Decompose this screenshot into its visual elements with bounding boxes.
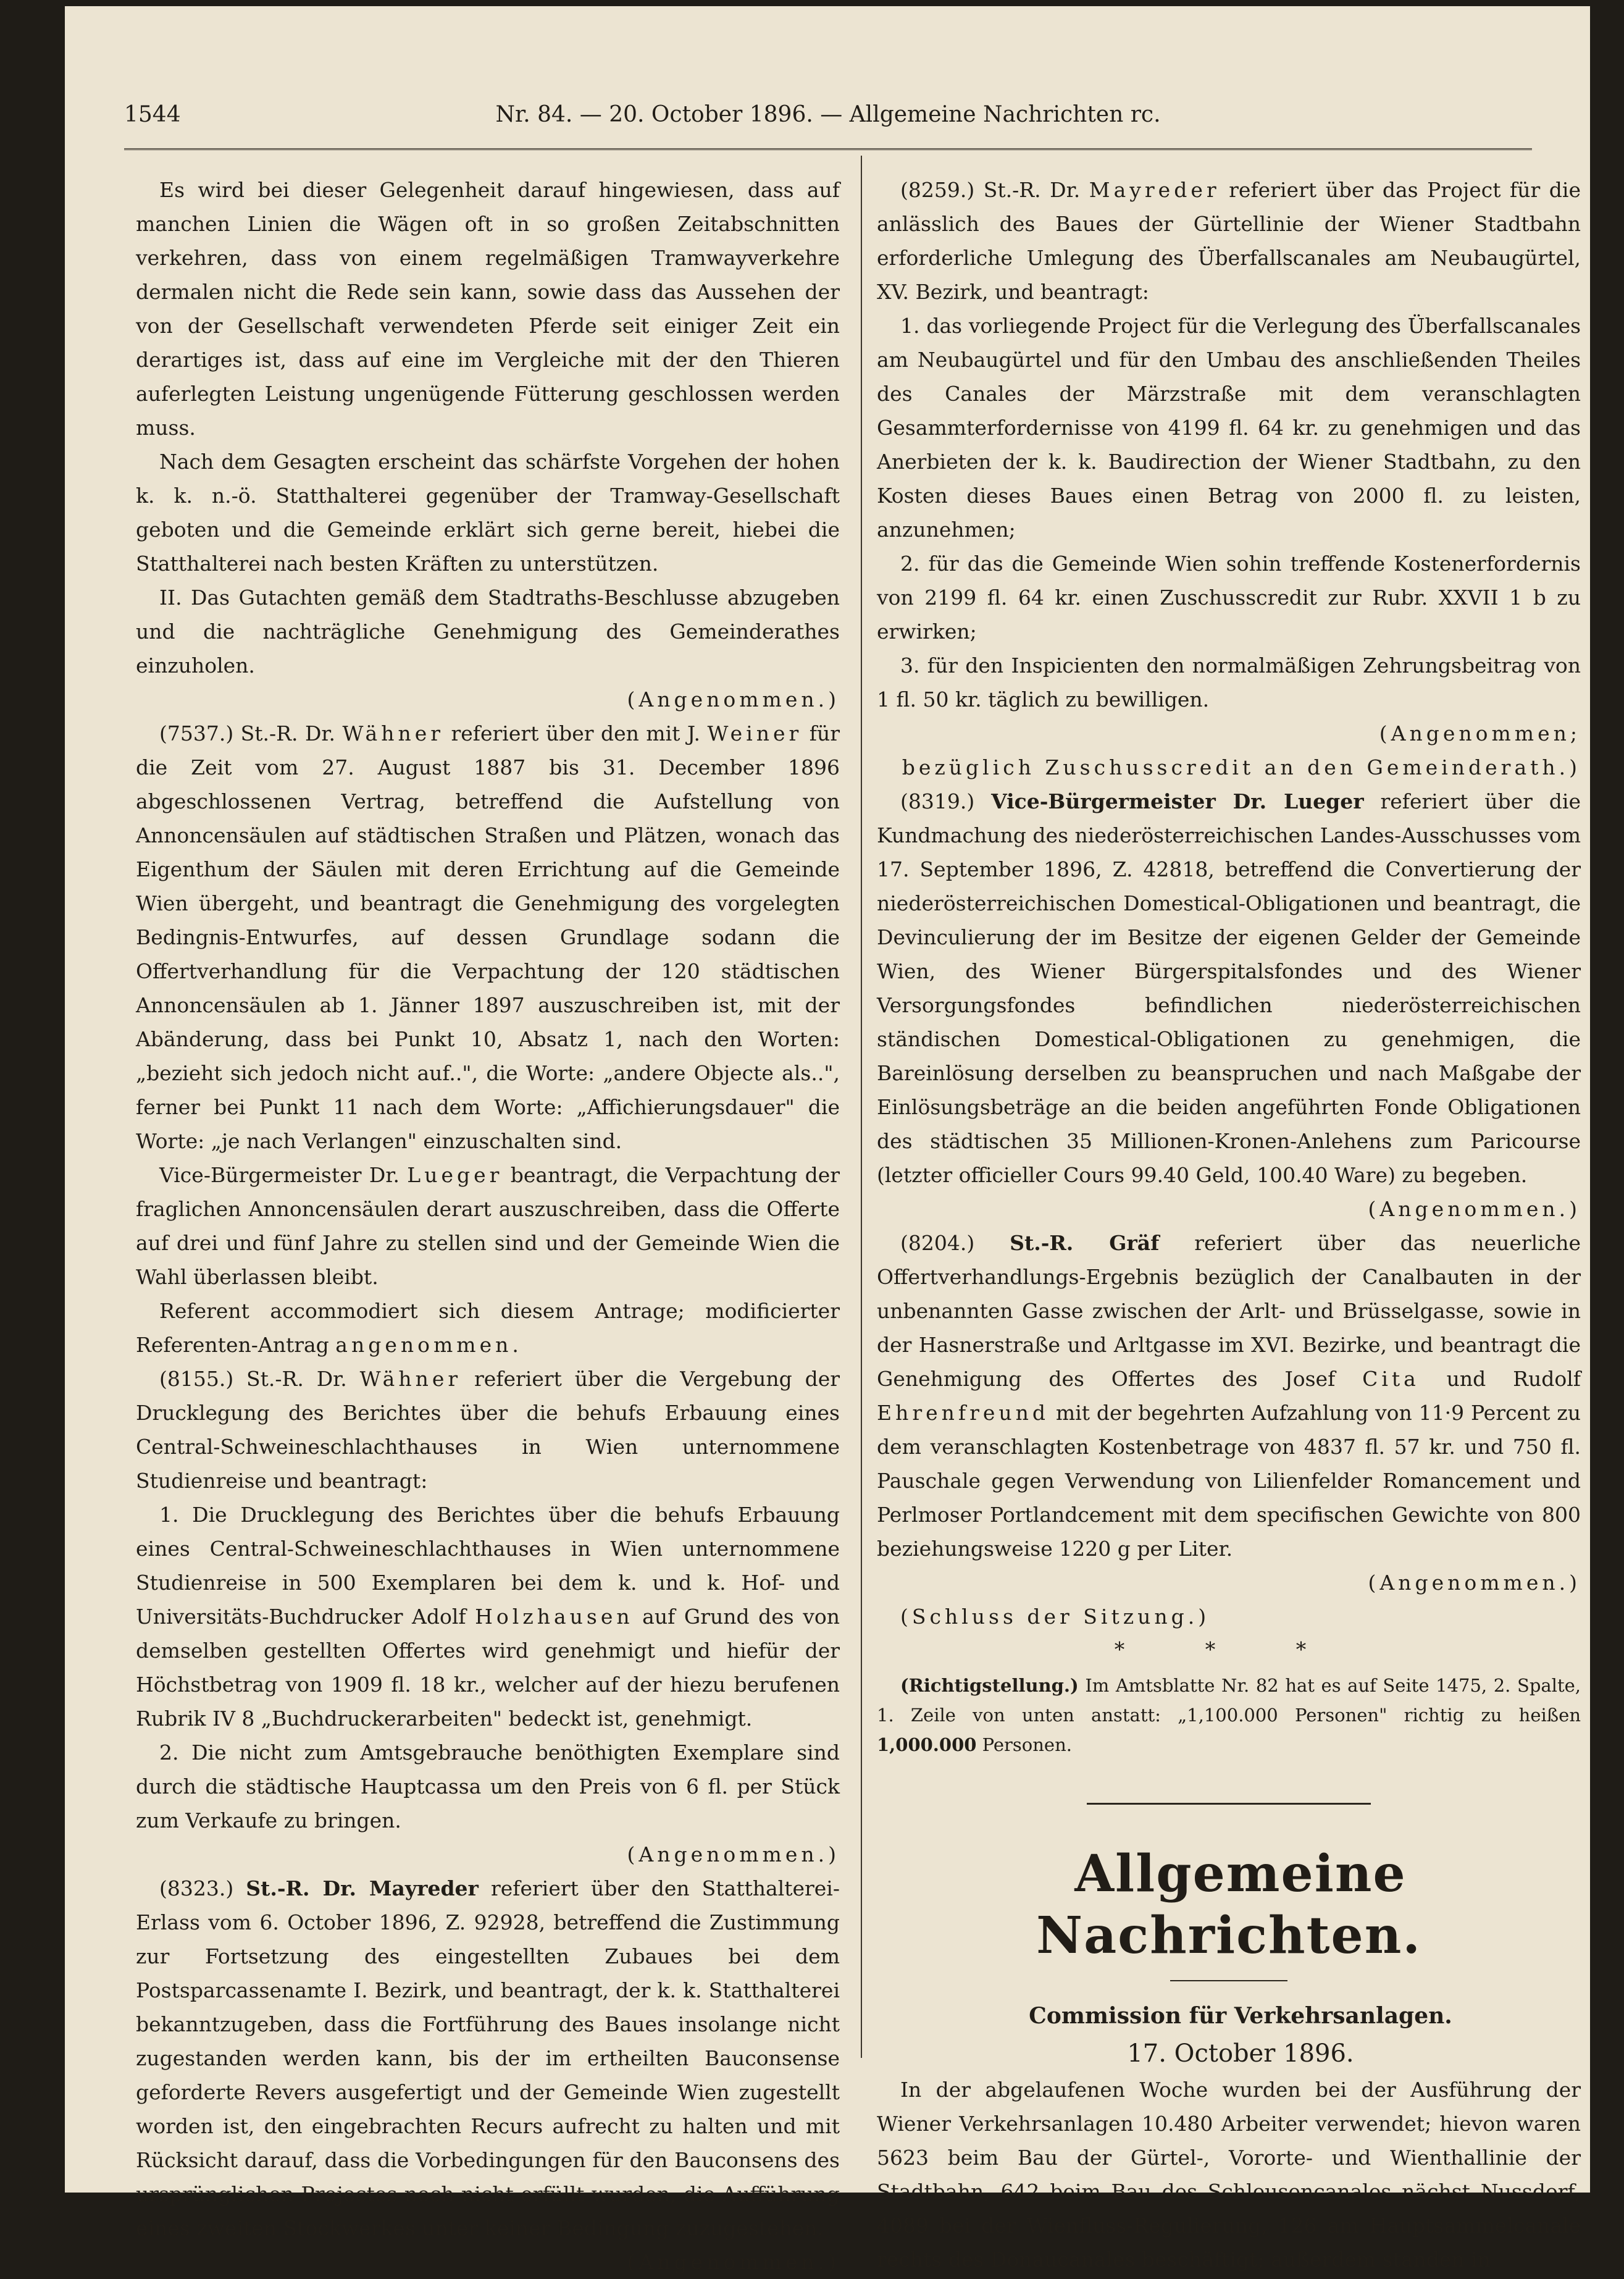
paragraph: In der abgelaufenen Woche wurden bei der Ausführung der Wiener Verkehrsanlagen 10.480 Arbeiter verwendet; hievon waren 5623 beim Bau der Gürtel-, Vororte- und Wienthallinie der Stadtbahn, 642 beim Bau des Schleusencanales nächst Nussdorf, 4089 bei der Wienfluss-Regulierung, 126 am Hauptsammelcanale rechts des Donaucanales beschäftigt; außerdem standen in — [877, 2078, 1581, 2272]
speaker-name: St.-R. Dr. Mayreder — [246, 1876, 479, 1900]
header-rule — [124, 148, 1532, 150]
corrected-number: 1,000.000 — [877, 1734, 977, 1755]
paragraph: 2. für das die Gemeinde Wien sohin treffende Kostenerfordernis von 2199 fl. 64 kr. einen Zuschusscredit zur Rubr. XXVII 1 b zu erwirken; — [877, 552, 1581, 644]
text-run: referiert über das neuerliche Offertverhandlungs-Ergebnis bezüglich der Canalbauten in der unbenannten Gasse zwischen der Arlt- und Brüsselgasse, sowie in der Hasnerstraße und Arltgasse im XVI. Bezirke, und beantragt die Genehmigung des Offertes des Josef — [877, 1231, 1581, 1391]
page-number: 1544 — [124, 102, 181, 127]
text-run: für die Zeit vom 27. August 1887 bis 31. December 1896 abgeschlossenen Vertrag, betreffend die Aufstellung von Annoncensäulen auf städtischen Straßen und Plätzen, wonach das Eigenthum der Säulen mit deren Errichtung auf die Gemeinde Wien übergeht, und beantragt die Genehmigung des vorgelegten Bedingnis-Entwurfes, auf dessen Grundlage sodann die Offertverhandlung für die Verpachtung der 120 städtischen Annoncensäulen ab 1. Jänner 1897 auszuschreiben ist, mit der Abänderung, dass bei Punkt 10, Absatz 1, nach den Worten: „bezieht sich jedoch nicht auf..", die Worte: „andere Objecte als..", ferner bei Punkt 11 nach dem Worte: „Affichierungsdauer" die Worte: „je nach Verlangen" einzuschalten sind. — [136, 721, 840, 1153]
page-header — [124, 102, 1532, 139]
paragraph: Nach dem Gesagten erscheint das schärfste Vorgehen der hohen k. k. n.-ö. Statthalterei gegenüber der Tramway-Gesellschaft geboten und die Gemeinde erklärt sich gerne bereit, hiebei die Statthalterei nach besten Kräften zu unterstützen. — [136, 450, 840, 576]
text-run: (7537.) St.-R. Dr. — [159, 721, 343, 745]
text-run: mit der begehrten Aufzahlung von 11·9 Percent zu dem veranschlagten Kostenbetrage von 4837 fl. 57 kr. und 750 fl. Pauschale gegen Verwendung von Lilienfelder Romancement und Perlmoser Portlandcement mit dem specifischen Gewichte von 800 beziehungsweise 1220 g per Liter. — [877, 1401, 1581, 1561]
section-date: 17. October 1896. — [1127, 2039, 1354, 2068]
resolution-result: (Angenommen.) — [1368, 1197, 1581, 1221]
text-run: referiert über das Project für die anlässlich des Baues der Gürtellinie der Wiener Stadtbahn erforderliche Umlegung des Überfallscanales am Neubaugürtel, XV. Bezirk, und beantragt: — [877, 178, 1581, 304]
paragraph — [136, 1158, 840, 1294]
person-name: Weiner — [707, 721, 803, 745]
text-run: 1. Die Drucklegung des Berichtes über die behufs Erbauung eines Central-Schweineschlachthauses in Wien unternommene Studienreise in 500 Exemplaren bei dem k. und k. Hof- und Universitäts-Buchdrucker Adolf — [136, 1503, 840, 1629]
text-run: auf Grund des von demselben gestellten Offertes wird genehmigt und hiefür der Höchstbetrag von 1909 fl. 18 kr., welcher auf der hiezu berufenen Rubrik IV 8 „Buchdruckerarbeiten" bedeckt ist, genehmigt. — [136, 1605, 840, 1731]
text-run: (8204.) — [900, 1231, 1010, 1255]
left-column — [136, 173, 840, 2279]
resolution-result: angenommen. — [335, 1333, 522, 1357]
text-run: und Rudolf — [1419, 1367, 1581, 1391]
text-run: referiert über die Kundmachung des niederösterreichischen Landes-Ausschusses vom 17. September 1896, Z. 42818, betreffend die Convertierung der niederösterreichischen Domestical-Obligationen und beantragt, die Devinculierung der im Besitze der eigenen Gelder der Gemeinde Wien, des Wiener Bürgerspitalsfondes und des Wiener Versorgungsfondes befindlichen niederösterreichischen ständischen Domestical-Obligationen zu genehmigen, die Bareinlösung derselben zu beanspruchen und nach Maßgabe der Einlösungsbeträge an die beiden angeführten Fonde Obligationen des städtischen 35 Millionen-Kronen-Anlehens zum Paricourse (letzter officieller Cours 99.40 Geld, 100.40 Ware) zu begeben. — [877, 789, 1581, 1187]
text-run: referiert über den Statthalterei-Erlass vom 6. October 1896, Z. 92928, betreffend die Zustimmung zur Fortsetzung des eingestellten Zubaues bei dem Postsparcassenamte I. Bezirk, und beantragt, der k. k. Statthalterei bekanntzugeben, dass die Fortführung des Baues insolange nicht zugestanden werden kann, bis der im ertheilten Bauconsense geforderte Revers ausgefertigt und der Gemeinde Wien zugestellt worden ist, den eingebrachten Recurs aufrecht zu halten und mit Rücksicht darauf, dass die Vorbedingungen für den Bauconsens des ursprünglichen Projectes noch nicht erfüllt wurden, die Aufführung eines zweiten Stockwerkes unter keiner Bedingung zuzugestehen. — [136, 1876, 840, 2240]
person-name: Ehrenfreund — [877, 1401, 1050, 1425]
paragraph — [877, 1226, 1581, 1566]
paragraph — [136, 716, 840, 1158]
text-run: (8319.) — [900, 789, 992, 813]
paragraph: 1. das vorliegende Project für die Verlegung des Überfallscanales am Neubaugürtel und für den Umbau des anschließenden Theiles des Canales der Märzstraße mit dem veranschlagten Gesammterfordernisse von 4199 fl. 64 kr. zu genehmigen und das Anerbieten der k. k. Baudirection der Wiener Stadtbahn, zu den Kosten dieses Baues einen Betrag von 2000 fl. zu leisten, anzunehmen; — [877, 314, 1581, 542]
right-column — [877, 173, 1581, 2277]
paragraph: 2. Die nicht zum Amtsgebrauche benöthigten Exemplare sind durch die städtische Hauptcassa um den Preis von 6 fl. per Stück zum Verkaufe zu bringen. — [136, 1740, 840, 1832]
speaker-name: Vice-Bürgermeister Dr. Lueger — [991, 789, 1364, 813]
resolution-result: (Angenommen.) — [627, 687, 840, 711]
text-run: (8155.) St.-R. Dr. — [159, 1367, 360, 1391]
person-name: Lueger — [407, 1163, 503, 1187]
paragraph — [136, 1362, 840, 1498]
resolution-result: (Angenommen.) — [627, 1842, 840, 1866]
section-divider — [1087, 1803, 1371, 1805]
person-name: Holzhausen — [475, 1605, 634, 1629]
text-run: Referent accommodiert sich diesem Antrage; modificierter Referenten-Antrag — [136, 1299, 840, 1357]
text-run: Im Amtsblatte Nr. 82 hat es auf Seite 1475, 2. Spalte, 1. Zeile von unten anstatt: „1,100.000 Personen" richtig zu heißen — [877, 1675, 1581, 1726]
paragraph — [877, 784, 1581, 1192]
resolution-result: (Angenommen.) — [627, 2250, 840, 2274]
resolution-result: (Angenommen; — [1379, 721, 1581, 745]
text-run: (8323.) — [159, 1876, 246, 1900]
section-stars: * * * — [1114, 1637, 1344, 1661]
resolution-result: (Angenommen.) — [1368, 1571, 1581, 1595]
text-run: (8259.) St.-R. Dr. — [900, 178, 1089, 202]
column-separator — [861, 156, 862, 2058]
paragraph: Es wird bei dieser Gelegenheit darauf hingewiesen, dass auf manchen Linien die Wägen oft in so großen Zeitabschnitten verkehren, dass von einem regelmäßigen Tramwayverkehre dermalen nicht die Rede sein kann, sowie dass das Aussehen der von der Gesellschaft verwendeten Pferde seit einiger Zeit ein derartiges ist, dass auf eine im Vergleiche mit der den Thieren auferlegten Leistung ungenügende Fütterung geschlossen werden muss. — [136, 178, 840, 440]
person-name: Mayreder — [1089, 178, 1220, 202]
paragraph: II. Das Gutachten gemäß dem Stadtraths-Beschlusse abzugeben und die nachträgliche Genehmigung des Gemeinderathes einzuholen. — [136, 585, 840, 678]
text-run: Vice-Bürgermeister Dr. — [159, 1163, 408, 1187]
title-underline — [1170, 1980, 1287, 1981]
session-closing: (Schluss der Sitzung.) — [900, 1605, 1210, 1629]
text-run: referiert über die Vergebung der Drucklegung des Berichtes über die behufs Erbauung eines Central-Schweineschlachthauses in Wien unternommene Studienreise und beantragt: — [136, 1367, 840, 1493]
paragraph: 3. für den Inspicienten den normalmäßigen Zehrungsbeitrag von 1 fl. 50 kr. täglich zu bewilligen. — [877, 653, 1581, 711]
text-run: referiert über den mit J. — [444, 721, 708, 745]
newspaper-page — [65, 6, 1590, 2274]
paragraph — [136, 1871, 840, 2245]
speaker-name: St.-R. Gräf — [1010, 1231, 1160, 1255]
text-run: beantragt, die Verpachtung der fraglichen Annoncensäulen derart auszuschreiben, dass die Offerte auf drei und fünf Jahre zu stellen sind und der Gemeinde Wien die Wahl überlassen bleibt. — [136, 1163, 840, 1289]
person-name: Cita — [1362, 1367, 1420, 1391]
correction-notice — [877, 1671, 1581, 1760]
section-title: Allgemeine Nachrichten. — [1036, 1844, 1421, 1965]
subsection-title: Commission für Verkehrsanlagen. — [1029, 2003, 1452, 2029]
resolution-result: bezüglich Zuschusscredit an den Gemeinderath.) — [902, 755, 1581, 779]
text-run: Personen. — [976, 1734, 1072, 1755]
correction-label: (Richtigstellung.) — [900, 1675, 1079, 1696]
paragraph — [136, 1294, 840, 1362]
person-name: Wähner — [342, 721, 445, 745]
paragraph — [877, 173, 1581, 309]
running-title: Nr. 84. — 20. October 1896. — Allgemeine Nachrichten rc. — [495, 102, 1161, 127]
person-name: Wähner — [359, 1367, 462, 1391]
paragraph — [136, 1498, 840, 1735]
